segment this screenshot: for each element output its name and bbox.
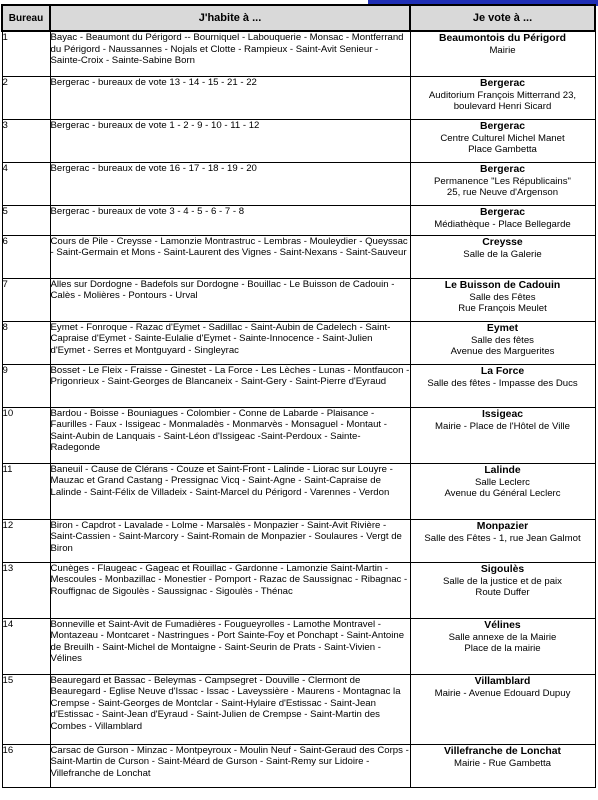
table-row [2,162,595,205]
header-bureau: Bureau [2,5,50,31]
table-row [2,618,595,674]
polling-place-detail: Mairie - Place de l'Hôtel de Ville [435,420,570,432]
communes-list: Bergerac - bureaux de vote 3 - 4 - 5 - 6 - 7 - 8 [50,205,410,235]
polling-place-detail: Médiathèque - Place Bellegarde [434,218,571,230]
communes-list: Bergerac - bureaux de vote 1 - 2 - 9 - 10 - 11 - 12 [50,119,410,162]
bureau-number: 14 [2,618,50,674]
table-row [2,235,595,278]
polling-place [410,364,595,407]
table-row [2,562,595,618]
polling-place-detail: Salle des Fêtes [469,291,536,303]
bureau-number: 15 [2,674,50,744]
polling-place-name: Le Buisson de Cadouin [444,279,561,291]
polling-place-detail: Salle des fêtes [471,334,534,346]
communes-list: Bardou - Boisse - Bouniagues - Colombier - Conne de Labarde - Plaisance - Faurilles - Faux - Issigeac - Monmaladès - Monmarvès - Monsaguel - Montaut - Saint-Aubin de Lanquais - Saint-Léon d'Issigeac -Saint-Perdoux - Sainte-Radegonde [50,407,410,463]
table-row [2,364,595,407]
bureau-number: 16 [2,744,50,787]
polling-place-detail: Auditorium François Mitterrand 23, [428,89,577,101]
polling-place-detail: Salle de la justice et de paix [443,575,562,587]
table-row [2,278,595,321]
polling-place [410,31,595,76]
polling-place-name: Bergerac [479,206,526,218]
table-row [2,76,595,119]
polling-place-detail: Rue François Meulet [458,303,547,314]
polling-place-name: Villefranche de Lonchat [443,745,562,757]
communes-list: Bosset - Le Fleix - Fraisse - Ginestet - La Force - Les Lèches - Lunas - Montfaucon - Prigonrieux - Saint-Georges de Blancaneix - Saint-Gery - Saint-Pierre d'Eyraud [50,364,410,407]
bureau-number: 5 [2,205,50,235]
polling-place-name: Bergerac [479,77,526,89]
communes-list: Bergerac - bureaux de vote 16 - 17 - 18 - 19 - 20 [50,162,410,205]
polling-place [410,162,595,205]
bureau-number: 13 [2,562,50,618]
polling-place-detail: 25, rue Neuve d'Argenson [446,187,559,198]
bureau-number: 6 [2,235,50,278]
polling-place-name: Monpazier [476,520,529,532]
polling-place-detail: Salle des fêtes - Impasse des Ducs [427,377,578,389]
polling-place-detail: Avenue du Général Leclerc [444,488,561,499]
bureau-number: 9 [2,364,50,407]
table-header-row [2,5,595,31]
communes-list: Cunèges - Flaugeac - Gageac et Rouillac - Gardonne - Lamonzie Saint-Martin - Mescoules - Monbazillac - Monestier - Pomport - Razac de Saussignac - Ribagnac - Rouffignac de Sigoulès - Saussignac - Sigoulès - Thénac [50,562,410,618]
polling-station-table [1,4,596,788]
bureau-number: 10 [2,407,50,463]
polling-place-detail: Salle de la Galerie [463,248,542,260]
polling-place-detail: Mairie [489,45,516,56]
polling-place-name: Bergerac [479,120,526,132]
communes-list: Alles sur Dordogne - Badefols sur Dordogne - Bouillac - Le Buisson de Cadouin - Calès - Molières - Pontours - Urval [50,278,410,321]
polling-place [410,562,595,618]
table-row [2,119,595,162]
communes-list: Beauregard et Bassac - Beleymas - Campsegret - Douville - Clermont de Beauregard - Eglise Neuve d'Issac - Issac - Laveyssière - Maurens - Montagnac la Crempse - Saint-Georges de Montclar - Saint-Hylaire d'Estissac - Saint-Jean d'Estissac - Saint-Jean d'Eyraud - Saint-Julien de Crempse - Saint-Martin des Combes - Villamblard [50,674,410,744]
table-row [2,519,595,562]
polling-place-detail: Mairie - Avenue Edouard Dupuy [434,687,571,699]
polling-place-detail: Centre Culturel Michel Manet [440,132,565,144]
polling-place [410,618,595,674]
table-row [2,744,595,787]
bureau-number: 12 [2,519,50,562]
polling-place-detail: boulevard Henri Sicard [453,101,552,112]
polling-place-name: Villamblard [474,675,531,687]
polling-place-detail: Place de la mairie [464,643,541,654]
polling-place-name: Lalinde [484,464,521,476]
communes-list: Cours de Pile - Creysse - Lamonzie Montrastruc - Lembras - Mouleydier - Queyssac - Saint-Germain et Mons - Saint-Laurent des Vignes - Saint-Nexans - Saint-Sauveur [50,235,410,278]
communes-list: Bayac - Beaumont du Périgord -- Bourniquel - Labouquerie - Monsac - Montferrand du Périgord - Naussannes - Nojals et Clotte - Rampieux - Saint-Avit Senieur - Sainte-Croix - Sainte-Sabine Born [50,31,410,76]
polling-place-detail: Salle Leclerc [475,476,530,488]
table-row [2,674,595,744]
polling-place-detail: Place Gambetta [468,144,537,155]
polling-place [410,278,595,321]
polling-place-name: Beaumontois du Périgord [438,33,566,44]
polling-place-name: Eymet [486,322,519,334]
polling-place-name: Sigoulès [480,563,525,575]
bureau-number: 1 [2,31,50,76]
polling-place-name: La Force [480,365,525,377]
communes-list: Baneuil - Cause de Clérans - Couze et Saint-Front - Lalinde - Liorac sur Louyre - Mauzac et Grand Castang - Pressignac Vicq - Saint-Agne - Saint-Capraise de Lalinde - Saint-Félix de Villadeix - Saint-Marcel du Périgord - Varennes - Verdon [50,463,410,519]
polling-place-detail: Salle des Fêtes - 1, rue Jean Galmot [424,532,581,544]
communes-list: Biron - Capdrot - Lavalade - Lolme - Marsalès - Monpazier - Saint-Avit Rivière - Saint-Cassien - Saint-Marcory - Saint-Romain de Monpazier - Soulaures - Vergt de Biron [50,519,410,562]
polling-place [410,119,595,162]
polling-place [410,674,595,744]
bureau-number: 4 [2,162,50,205]
polling-place-detail: Route Duffer [475,587,530,598]
communes-list: Bergerac - bureaux de vote 13 - 14 - 15 - 21 - 22 [50,76,410,119]
table-row [2,205,595,235]
header-vote: Je vote à ... [410,5,595,31]
table-row [2,31,595,76]
table-body [2,31,595,787]
polling-place-name: Creysse [482,236,523,248]
polling-place [410,407,595,463]
polling-place [410,519,595,562]
polling-place-detail: Mairie - Rue Gambetta [453,757,552,769]
polling-place-name: Issigeac [481,408,523,420]
communes-list: Eymet - Fonroque - Razac d'Eymet - Sadillac - Saint-Aubin de Cadelech - Saint-Capraise d'Eymet - Sainte-Eulalie d'Eymet - Sainte-Innocence - Saint-Julien d'Eymet - Serres et Montguyard - Singleyrac [50,321,410,364]
polling-place-name: Bergerac [479,163,526,175]
polling-place [410,463,595,519]
communes-list: Bonneville et Saint-Avit de Fumadières - Fougueyrolles - Lamothe Montravel - Montazeau - Montcaret - Nastringues - Port Sainte-Foy et Ponchapt - Saint-Antoine de Breuilh - Saint-Michel de Montaigne - Saint-Seurin de Prats - Saint-Vivien - Vélines [50,618,410,674]
communes-list: Carsac de Gurson - Minzac - Montpeyroux - Moulin Neuf - Saint-Geraud des Corps - Saint-Martin de Curson - Saint-Méard de Gurson - Saint-Remy sur Lidoire - Villefranche de Lonchat [50,744,410,787]
polling-place-detail: Salle annexe de la Mairie [448,631,557,643]
polling-place-name: Vélines [484,619,521,631]
bureau-number: 11 [2,463,50,519]
bureau-number: 3 [2,119,50,162]
table-row [2,463,595,519]
bureau-number: 8 [2,321,50,364]
header-habite: J'habite à ... [50,5,410,31]
polling-place-detail: Permanence "Les Républicains" [434,175,571,187]
polling-place [410,321,595,364]
polling-place [410,744,595,787]
polling-place [410,205,595,235]
polling-place-detail: Avenue des Marguerites [450,346,555,357]
polling-place [410,235,595,278]
bureau-number: 7 [2,278,50,321]
table-row [2,321,595,364]
polling-place [410,76,595,119]
bureau-number: 2 [2,76,50,119]
table-row [2,407,595,463]
